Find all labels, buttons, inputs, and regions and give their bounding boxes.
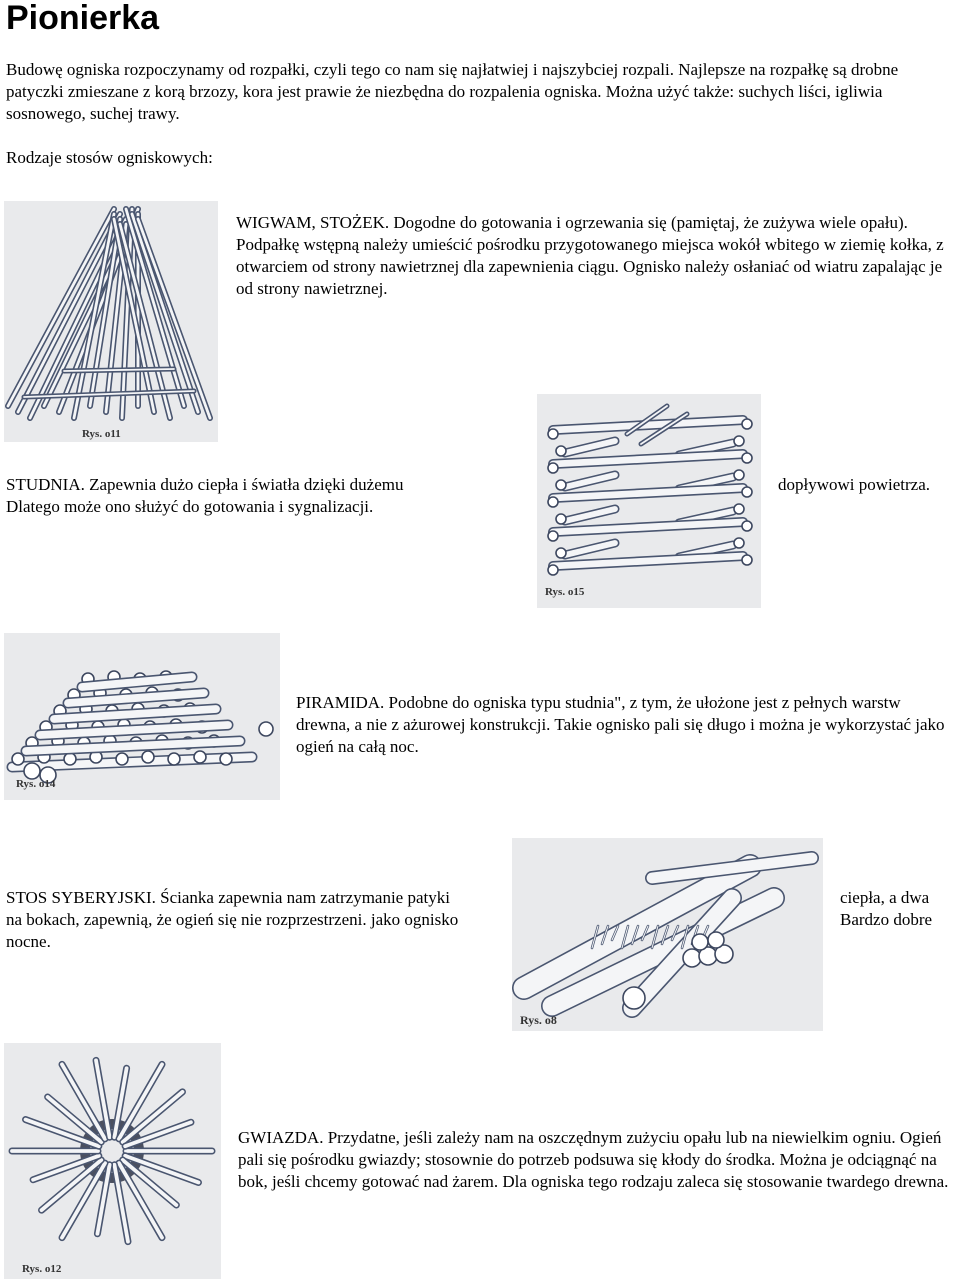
- pyramid-caption: Rys. o14: [16, 778, 56, 790]
- log-end: [742, 555, 752, 565]
- star-illustration: [4, 1043, 221, 1279]
- log-end: [168, 753, 180, 765]
- siberian-text-left: STOS SYBERYJSKI. Ścianka zapewnia nam zatrzymanie patyki na bokach, zapewnią, że ogień się nie rozprzestrzeni. jako ognisko nocne.: [6, 888, 459, 951]
- log-end: [556, 548, 566, 558]
- pyramid-illustration: [4, 633, 280, 800]
- wigwam-illustration: [4, 201, 218, 442]
- siberian-caption: Rys. o8: [520, 1013, 557, 1027]
- log-end: [708, 932, 724, 948]
- types-heading: Rodzaje stosów ogniskowych:: [6, 148, 213, 167]
- page-title: Pionierka: [6, 0, 160, 37]
- log-end: [24, 763, 40, 779]
- log-end: [734, 436, 744, 446]
- log-end: [742, 453, 752, 463]
- log-end: [734, 538, 744, 548]
- log-end: [548, 565, 558, 575]
- siberian-text-right: ciepła, a dwa Bardzo dobre: [840, 888, 933, 929]
- log-end: [194, 751, 206, 763]
- wigwam-caption: Rys. o11: [82, 428, 121, 440]
- pyramid-text: PIRAMIDA. Podobne do ogniska typu studnia", z tym, że ułożone jest z pełnych warstw drewna, a nie z ażurowej konstrukcji. Takie ognisko pali się długo i można je wykorzystać jako ogień na całą noc.: [296, 693, 945, 756]
- log-end: [220, 753, 232, 765]
- log-end: [742, 521, 752, 531]
- log-end: [692, 934, 708, 950]
- log-end: [64, 753, 76, 765]
- log-end: [556, 446, 566, 456]
- wigwam-text: WIGWAM, STOŻEK. Dogodne do gotowania i ogrzewania się (pamiętaj, że zużywa wiele opału). Podpałkę wstępną należy umieścić pośrodku przygotowanego miejsca wokół wbitego w ziemię kołka, z otwarciem od strony nawietrznej dla zapewnienia ciągu. Ognisko należy osłaniać od wiatru zapalając je od strony nawietrznej.: [236, 213, 944, 298]
- log-end: [742, 487, 752, 497]
- log-end: [734, 470, 744, 480]
- log-end: [116, 753, 128, 765]
- log-end: [742, 419, 752, 429]
- siberian-illustration: [512, 838, 823, 1031]
- log-end: [548, 531, 558, 541]
- star-caption: Rys. o12: [22, 1263, 62, 1275]
- log-end: [734, 504, 744, 514]
- log-end: [548, 497, 558, 507]
- log-end: [556, 480, 566, 490]
- log-end: [548, 429, 558, 439]
- well-text-right: dopływowi powietrza.: [778, 475, 931, 494]
- log-end: [548, 463, 558, 473]
- log-end: [556, 514, 566, 524]
- star-text: GWIAZDA. Przydatne, jeśli zależy nam na oszczędnym zużyciu opału lub na niewielkim ogniu. Ogień pali się pośrodku gwiazdy; stosownie do potrzeb podsuwa się kłody do środka. Można je odciągnąć na bok, jeśli chcemy gotować nad żarem. Dla ogniska tego rodzaju zaleca się stosowanie twardego drewna.: [238, 1128, 949, 1191]
- log-end: [142, 751, 154, 763]
- well-illustration: [537, 394, 761, 608]
- well-text-left: STUDNIA. Zapewnia dużo ciepła i światła dzięki dużemu Dlatego może ono służyć do gotowania i sygnalizacji.: [6, 475, 404, 516]
- intro-paragraph: Budowę ogniska rozpoczynamy od rozpałki, czyli tego co nam się najłatwiej i najszybciej rozpali. Najlepsze na rozpałkę są drobne patyczki zmieszane z korą brzozy, kora jest prawie że niezbędna do rozpalenia ogniska. Można użyć także: suchych liści, igliwia sosnowego, suchej trawy.: [6, 60, 899, 123]
- log-highlight: [82, 677, 192, 687]
- log-highlight: [68, 693, 204, 703]
- log-highlight: [54, 709, 216, 719]
- log-end: [259, 722, 273, 736]
- well-caption: Rys. o15: [545, 586, 585, 598]
- log-end: [623, 987, 645, 1009]
- log-end: [683, 949, 701, 967]
